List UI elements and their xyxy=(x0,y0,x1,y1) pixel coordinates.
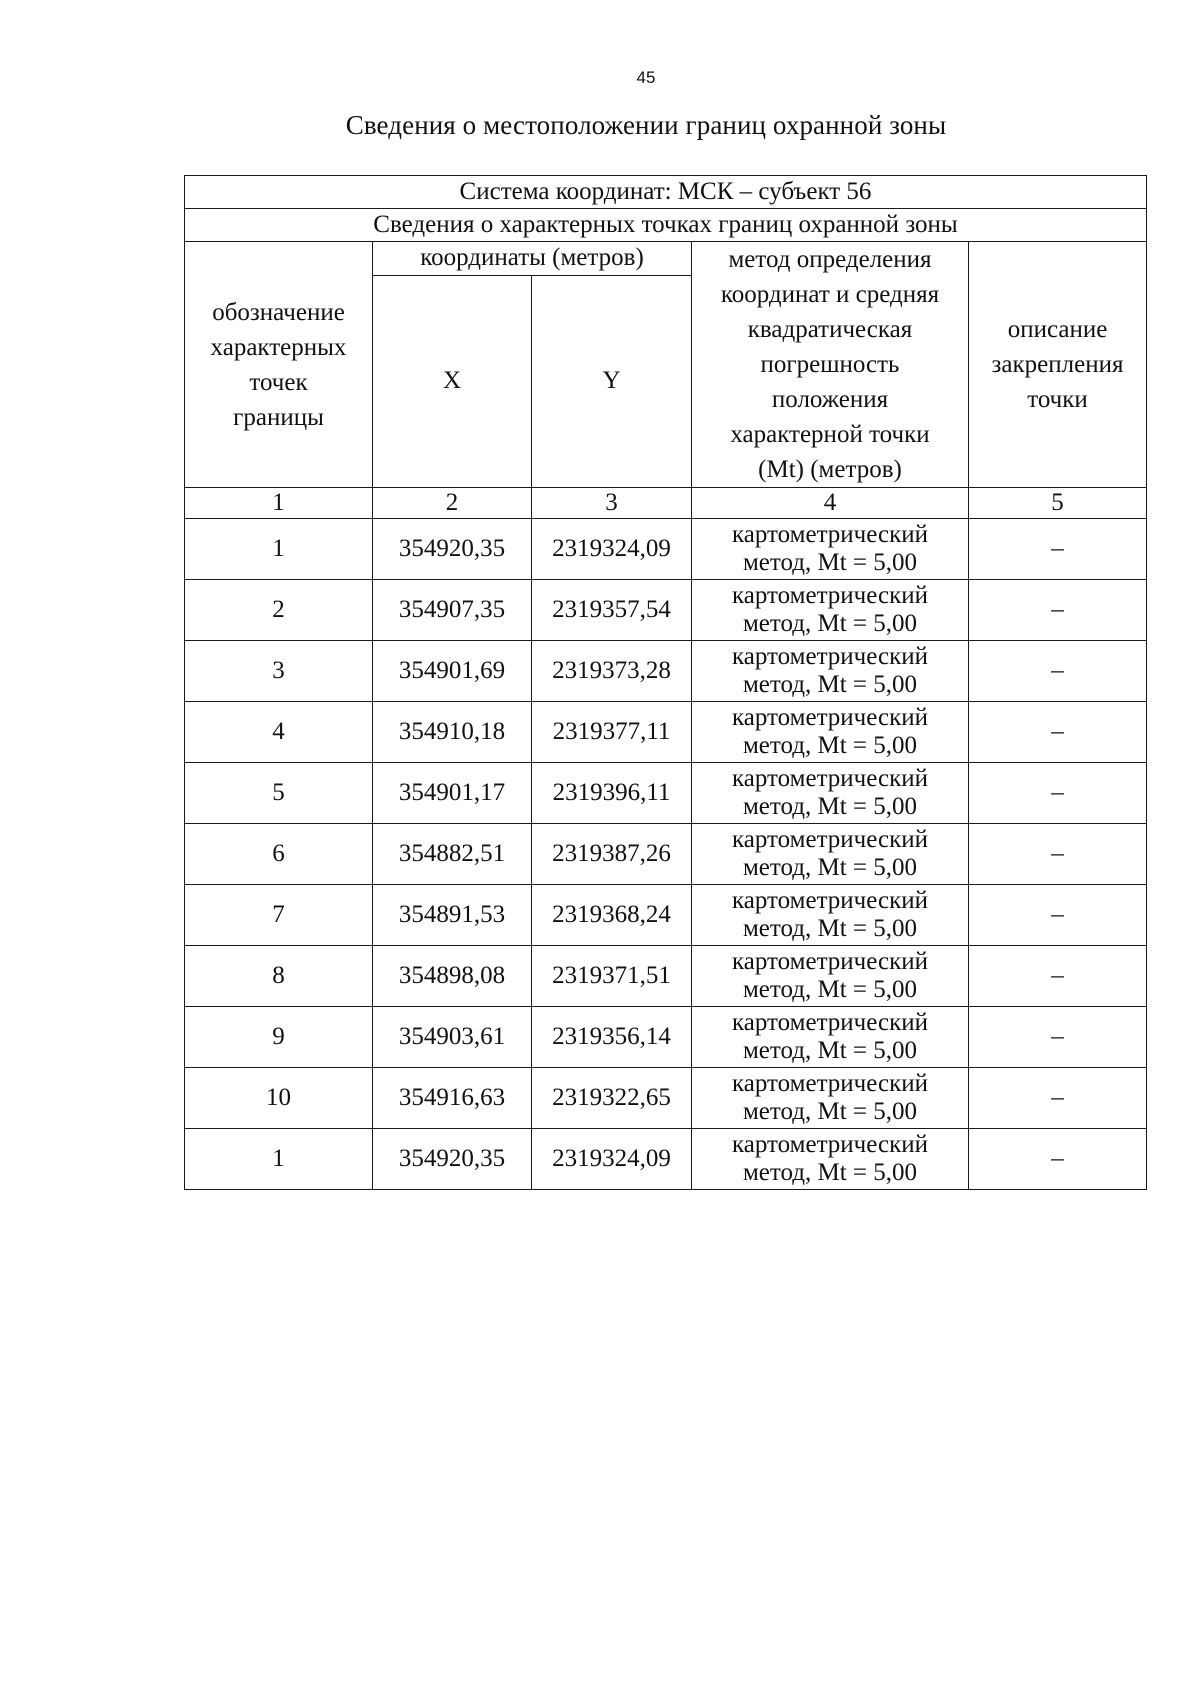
method-line-1: картометрический xyxy=(732,887,928,914)
y-cell: 2319324,09 xyxy=(532,1129,692,1190)
page-number: 45 xyxy=(636,68,656,87)
point-cell: 1 xyxy=(185,1129,373,1190)
points-info-caption: Сведения о характерных точках границ охранной зоны xyxy=(185,209,1147,242)
y-cell: 2319357,54 xyxy=(532,580,692,641)
header-x: X xyxy=(373,275,532,487)
table-row xyxy=(185,1129,1147,1190)
header-method-line: погрешность xyxy=(760,351,900,378)
table-row xyxy=(185,824,1147,885)
header-description-line: описание xyxy=(1007,316,1108,343)
method-line-2: метод, Mt = 5,00 xyxy=(742,976,918,1003)
header-description-line: закрепления xyxy=(991,351,1124,378)
coordinate-system-caption: Система координат: МСК – субъект 56 xyxy=(185,176,1147,209)
method-line-1: картометрический xyxy=(732,1131,928,1158)
y-cell: 2319387,26 xyxy=(532,824,692,885)
header-method-line: квадратическая xyxy=(747,316,913,343)
method-line-1: картометрический xyxy=(732,948,928,975)
column-number: 5 xyxy=(969,488,1147,519)
header-description xyxy=(969,242,1147,488)
method-line-1: картометрический xyxy=(732,704,928,731)
header-method xyxy=(692,242,969,488)
method-line-2: метод, Mt = 5,00 xyxy=(742,549,918,576)
y-cell: 2319324,09 xyxy=(532,519,692,580)
x-cell: 354901,69 xyxy=(373,641,532,702)
column-number: 1 xyxy=(185,488,373,519)
header-coordinates: координаты (метров) xyxy=(373,242,692,276)
table-row xyxy=(185,519,1147,580)
column-number-row xyxy=(185,488,1147,519)
y-cell: 2319356,14 xyxy=(532,1007,692,1068)
x-cell: 354891,53 xyxy=(373,885,532,946)
table-row xyxy=(185,885,1147,946)
method-line-2: метод, Mt = 5,00 xyxy=(742,915,918,942)
table-row xyxy=(185,580,1147,641)
y-cell: 2319396,11 xyxy=(532,763,692,824)
method-line-1: картометрический xyxy=(732,826,928,853)
boundary-points-table xyxy=(184,175,1147,1190)
table-row xyxy=(185,641,1147,702)
header-method-line: характерной точки xyxy=(730,421,930,448)
x-cell: 354916,63 xyxy=(373,1068,532,1129)
document-title: Сведения о местоположении границ охранной зоны xyxy=(345,110,947,140)
table-row xyxy=(185,702,1147,763)
method-line-2: метод, Mt = 5,00 xyxy=(742,1037,918,1064)
column-number: 4 xyxy=(692,488,969,519)
method-line-2: метод, Mt = 5,00 xyxy=(742,732,918,759)
method-cell xyxy=(692,702,969,763)
table-row xyxy=(185,1068,1147,1129)
description-cell: – xyxy=(969,1007,1147,1068)
description-cell: – xyxy=(969,1068,1147,1129)
method-line-1: картометрический xyxy=(732,1070,928,1097)
description-cell: – xyxy=(969,946,1147,1007)
column-number: 3 xyxy=(532,488,692,519)
method-cell xyxy=(692,763,969,824)
point-cell: 8 xyxy=(185,946,373,1007)
header-designation-line: характерных xyxy=(210,333,347,361)
header-designation xyxy=(185,242,373,488)
header-designation-line: обозначение xyxy=(212,298,345,326)
method-line-2: метод, Mt = 5,00 xyxy=(742,793,918,820)
method-cell xyxy=(692,824,969,885)
x-cell: 354882,51 xyxy=(373,824,532,885)
header-designation-line: границы xyxy=(233,403,324,431)
header-designation-line: точек xyxy=(249,368,308,396)
point-cell: 9 xyxy=(185,1007,373,1068)
method-line-1: картометрический xyxy=(732,582,928,609)
y-cell: 2319368,24 xyxy=(532,885,692,946)
header-method-line: метод определения xyxy=(728,246,932,273)
header-method-line: (Mt) (метров) xyxy=(758,456,902,483)
description-cell: – xyxy=(969,641,1147,702)
method-cell xyxy=(692,1068,969,1129)
point-cell: 4 xyxy=(185,702,373,763)
x-cell: 354907,35 xyxy=(373,580,532,641)
point-cell: 3 xyxy=(185,641,373,702)
x-cell: 354901,17 xyxy=(373,763,532,824)
method-cell xyxy=(692,580,969,641)
point-cell: 10 xyxy=(185,1068,373,1129)
y-cell: 2319322,65 xyxy=(532,1068,692,1129)
description-cell: – xyxy=(969,824,1147,885)
method-cell xyxy=(692,1007,969,1068)
x-cell: 354920,35 xyxy=(373,1129,532,1190)
table-row xyxy=(185,763,1147,824)
x-cell: 354903,61 xyxy=(373,1007,532,1068)
header-description-line: точки xyxy=(1027,386,1088,413)
x-cell: 354910,18 xyxy=(373,702,532,763)
table-row xyxy=(185,1007,1147,1068)
y-cell: 2319377,11 xyxy=(532,702,692,763)
method-cell xyxy=(692,946,969,1007)
method-line-1: картометрический xyxy=(732,521,928,548)
method-line-1: картометрический xyxy=(732,765,928,792)
point-cell: 1 xyxy=(185,519,373,580)
description-cell: – xyxy=(969,885,1147,946)
method-line-2: метод, Mt = 5,00 xyxy=(742,1098,918,1125)
method-line-2: метод, Mt = 5,00 xyxy=(742,671,918,698)
description-cell: – xyxy=(969,519,1147,580)
method-line-1: картометрический xyxy=(732,643,928,670)
point-cell: 6 xyxy=(185,824,373,885)
method-line-2: метод, Mt = 5,00 xyxy=(742,1159,918,1186)
header-method-line: положения xyxy=(771,386,889,413)
header-method-line: координат и средняя xyxy=(720,281,940,308)
coordinate-system-row xyxy=(185,176,1147,209)
point-cell: 7 xyxy=(185,885,373,946)
y-cell: 2319371,51 xyxy=(532,946,692,1007)
description-cell: – xyxy=(969,580,1147,641)
method-line-2: метод, Mt = 5,00 xyxy=(742,854,918,881)
y-cell: 2319373,28 xyxy=(532,641,692,702)
header-y: Y xyxy=(532,275,692,487)
description-cell: – xyxy=(969,702,1147,763)
column-number: 2 xyxy=(373,488,532,519)
x-cell: 354920,35 xyxy=(373,519,532,580)
method-cell xyxy=(692,885,969,946)
points-info-row xyxy=(185,209,1147,242)
method-cell xyxy=(692,1129,969,1190)
point-cell: 5 xyxy=(185,763,373,824)
header-row xyxy=(185,242,1147,276)
x-cell: 354898,08 xyxy=(373,946,532,1007)
method-line-1: картометрический xyxy=(732,1009,928,1036)
method-line-2: метод, Mt = 5,00 xyxy=(742,610,918,637)
method-cell xyxy=(692,641,969,702)
point-cell: 2 xyxy=(185,580,373,641)
description-cell: – xyxy=(969,763,1147,824)
description-cell: – xyxy=(969,1129,1147,1190)
table-row xyxy=(185,946,1147,1007)
method-cell xyxy=(692,519,969,580)
